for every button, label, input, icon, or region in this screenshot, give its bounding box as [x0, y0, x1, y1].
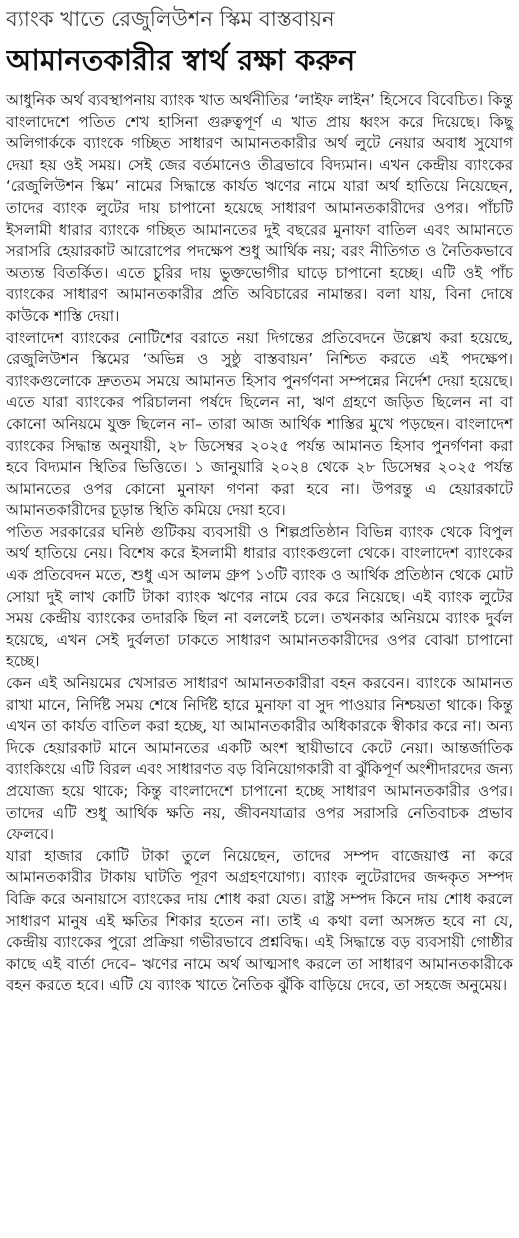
article-paragraph: বাংলাদেশ ব্যাংকের নোটিশের বরাতে নয়া দিগন্তের প্রতিবেদনে উল্লেখ করা হয়েছে, রেজুলিউশন স্কিমের ‘অভিন্ন ও সুষ্ঠু বাস্তবায়ন’ নিশ্চিত করতে এই পদক্ষেপ। ব্যাংকগুলোকে দ্রুততম সময়ে আমানত হিসাব পুনর্গণনা সম্পন্নের নির্দেশ দেয়া হয়েছে। এতে যারা ব্যাংকের পরিচালনা পর্ষদে ছিলেন না, ঋণ গ্রহণে জড়িত ছিলেন না বা কোনো অনিয়মে যুক্ত ছিলেন না– তারা আজ আর্থিক শাস্তির মুখে পড়ছেন। বাংলাদেশ ব্যাংকের সিদ্ধান্ত অনুযায়ী, ২৮ ডিসেম্বর ২০২৫ পর্যন্ত আমানত হিসাব পুনর্গণনা করা হবে বিদ্যমান স্থিতির ভিত্তিতে। ১ জানুয়ারি ২০২৪ থেকে ২৮ ডিসেম্বর ২০২৫ পর্যন্ত আমানতের ওপর কোনো মুনাফা গণনা করা হবে না। উপরন্তু এ হেয়ারকাটে আমানতকারীদের চূড়ান্ত স্থিতি কমিয়ে দেয়া হবে। — [6, 328, 513, 520]
article-body — [6, 90, 513, 997]
article-paragraph: পতিত সরকারের ঘনিষ্ঠ গুটিকয় ব্যবসায়ী ও শিল্পপ্রতিষ্ঠান বিভিন্ন ব্যাংক থেকে বিপুল অর্থ হাতিয়ে নেয়। বিশেষ করে ইসলামী ধারার ব্যাংকগুলো থেকে। বাংলাদেশ ব্যাংকের এক প্রতিবেদন মতে, শুধু এস আলম গ্রুপ ১৩টি ব্যাংক ও আর্থিক প্রতিষ্ঠান থেকে মোট সোয়া দুই লাখ কোটি টাকা ব্যাংক ঋণের নামে বের করে নিয়েছে। এই ব্যাংক লুটের সময় কেন্দ্রীয় ব্যাংকের তদারকি ছিল না বললেই চলে। তখনকার অনিয়মে ব্যাংক দুর্বল হয়েছে, এখন সেই দুর্বলতা ঢাকতে সাধারণ আমানতকারীদের ওপর বোঝা চাপানো হচ্ছে। — [6, 522, 513, 671]
article-headline: আমানতকারীর স্বার্থ রক্ষা করুন — [6, 43, 356, 77]
article-kicker: ব্যাংক খাতে রেজুলিউশন স্কিম বাস্তবায়ন — [6, 7, 335, 31]
article-paragraph: আধুনিক অর্থ ব্যবস্থাপনায় ব্যাংক খাত অর্থনীতির ‘লাইফ লাইন’ হিসেবে বিবেচিত। কিন্তু বাংলাদেশে পতিত শেখ হাসিনা গুরুত্বপূর্ণ এ খাত প্রায় ধ্বংস করে দিয়েছে। কিছু অলিগার্ককে ব্যাংকে গচ্ছিত সাধারণ আমানতকারীর অর্থ লুটে নেয়ার অবাধ সুযোগ দেয়া হয় ওই সময়। সেই জের বর্তমানেও তীব্রভাবে বিদ্যমান। এখন কেন্দ্রীয় ব্যাংকের ‘রেজুলিউশন স্কিম’ নামের সিদ্ধান্তে কার্যত ঋণের নামে যারা অর্থ হাতিয়ে নিয়েছেন, তাদের ব্যাংক লুটের দায় চাপানো হয়েছে সাধারণ আমানতকারীদের ওপর। পাঁচটি ইসলামী ধারার ব্যাংকে গচ্ছিত আমানতের দুই বছরের মুনাফা বাতিল এবং আমানতে সরাসরি হেয়ারকাট আরোপের পদক্ষেপ শুধু আর্থিক নয়; বরং নীতিগত ও নৈতিকভাবে অত্যন্ত বিতর্কিত। এতে চুরির দায় ভুক্তভোগীর ঘাড়ে চাপানো হচ্ছে। এটি ওই পাঁচ ব্যাংকের সাধারণ আমানতকারীর প্রতি অবিচারের নামান্তর। বলা যায়, বিনা দোষে কাউকে শাস্তি দেয়া। — [6, 91, 513, 325]
article-paragraph: যারা হাজার কোটি টাকা তুলে নিয়েছেন, তাদের সম্পদ বাজেয়াপ্ত না করে আমানতকারীর টাকায় ঘাটতি পূরণ অগ্রহণযোগ্য। ব্যাংক লুটেরাদের জব্দকৃত সম্পদ বিক্রি করে অনায়াসে ব্যাংকের দায় শোধ করা যেত। রাষ্ট্র সম্পদ কিনে দায় শোধ করলে সাধারণ মানুষ এই ক্ষতির শিকার হতেন না। তাই এ কথা বলা অসঙ্গত হবে না যে, কেন্দ্রীয় ব্যাংকের পুরো প্রক্রিয়া গভীরভাবে প্রশ্নবিদ্ধ। এই সিদ্ধান্তে বড় ব্যবসায়ী গোষ্ঠীর কাছে এই বার্তা দেবে– ঋণের নামে অর্থ আত্মসাৎ করলে তা সাধারণ আমানতকারীকে বহন করতে হবে। এটি যে ব্যাংক খাতে নৈতিক ঝুঁকি বাড়িয়ে দেবে, তা সহজে অনুমেয়। — [6, 846, 513, 995]
article-paragraph: কেন এই অনিয়মের খেসারত সাধারণ আমানতকারীরা বহন করবেন। ব্যাংকে আমানত রাখা মানে, নির্দিষ্ট সময় শেষে নির্দিষ্ট হারে মুনাফা বা সুদ পাওয়ার নিশ্চয়তা থাকে। কিন্তু এখন তা কার্যত বাতিল করা হচ্ছে, যা আমানতকারীর অধিকারকে স্বীকার করে না। অন্য দিকে হেয়ারকাট মানে আমানতের একটি অংশ স্থায়ীভাবে কেটে নেয়া। আন্তর্জাতিক ব্যাংকিংয়ে এটি বিরল এবং সাধারণত বড় বিনিয়োগকারী বা ঝুঁকিপূর্ণ অংশীদারদের জন্য প্রযোজ্য হয়ে থাকে; কিন্তু বাংলাদেশে চাপানো হচ্ছে সাধারণ আমানতকারীর ওপর। তাদের এটি শুধু আর্থিক ক্ষতি নয়, জীবনযাত্রার ওপর সরাসরি নেতিবাচক প্রভাব ফেলবে। — [6, 674, 513, 844]
